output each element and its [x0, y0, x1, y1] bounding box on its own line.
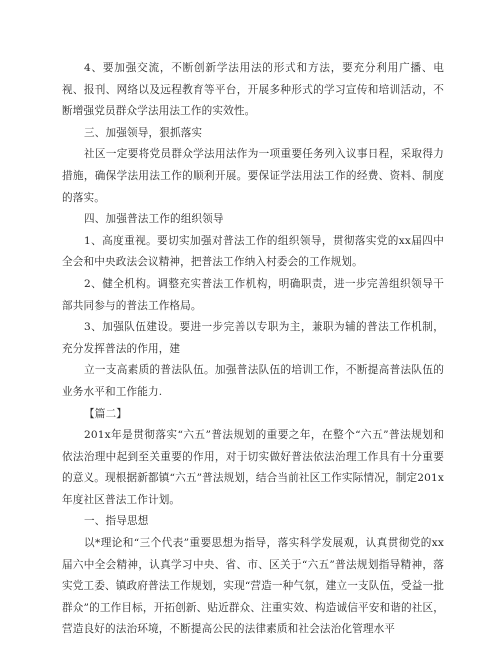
document-page [62, 58, 444, 641]
section-tag-part-two: 【篇二】 [84, 407, 127, 420]
paragraph-institutions: 2、健全机构。调整充实普法工作机构，明确职责，进一步完善组织领导干部共同参与的普法工作格局。 [62, 277, 444, 312]
paragraph-strengthen-exchange: 4、要加强交流，不断创新学法用法的形式和方法，要充分利用广播、电视、报刊、网络以及远程教育等平台，开展多种形式的学习宣传和培训活动，不断增强党员群众学法用法工作的实效性。 [62, 62, 444, 118]
heading-leadership: 三、加强领导，狠抓落实 [84, 126, 203, 139]
paragraph-guiding-ideology: 以*理论和“三个代表”重要思想为指导，落实科学发展观，认真贯彻党的xx届六中全会精神，认真学习中央、省、市、区关于“六五”普法规划指导精神，落实党工委、镇政府普法工作规划，实现“营造一种气氛，建立一支队伍，受益一批群众”的工作目标，开拓创新、贴近群众、注重实效、构造诚信平安和谐的社区，营造良好的法治环境，不断提高公民的法律素质和社会法治化管理水平 [62, 537, 444, 636]
paragraph-high-attention: 1、高度重视。要切实加强对普法工作的组织领导，贯彻落实党的xx届四中全会和中央政法会议精神，把普法工作纳入村委会的工作规划。 [62, 234, 444, 269]
heading-guiding-ideology: 一、指导思想 [84, 515, 149, 528]
paragraph-community-agenda: 社区一定要将党员群众学法用法作为一项重要任务列入议事日程，采取得力措施，确保学法用法工作的顺利开展。要保证学法用法工作的经费、资料、制度的落实。 [62, 148, 444, 204]
paragraph-team-building: 3、加强队伍建设。要进一步完善以专职为主，兼职为辅的普法工作机制，充分发挥普法的作用，建 [62, 321, 444, 355]
paragraph-team-quality: 立一支高素质的普法队伍。加强普法队伍的培训工作，不断提高普法队伍的业务水平和工作能力. [62, 364, 444, 398]
paragraph-plan-intro: 201x年是贯彻落实“六五”普法规划的重要之年，在整个“六五”普法规划和依法治理中起到至关重要的作用，对于切实做好普法依法治理工作具有十分重要的意义。现根据新都镇“六五”普法规划，结合当前社区工作实际情况，制定201x年度社区普法工作计划。 [62, 429, 444, 506]
heading-organization: 四、加强普法工作的组织领导 [84, 213, 224, 226]
